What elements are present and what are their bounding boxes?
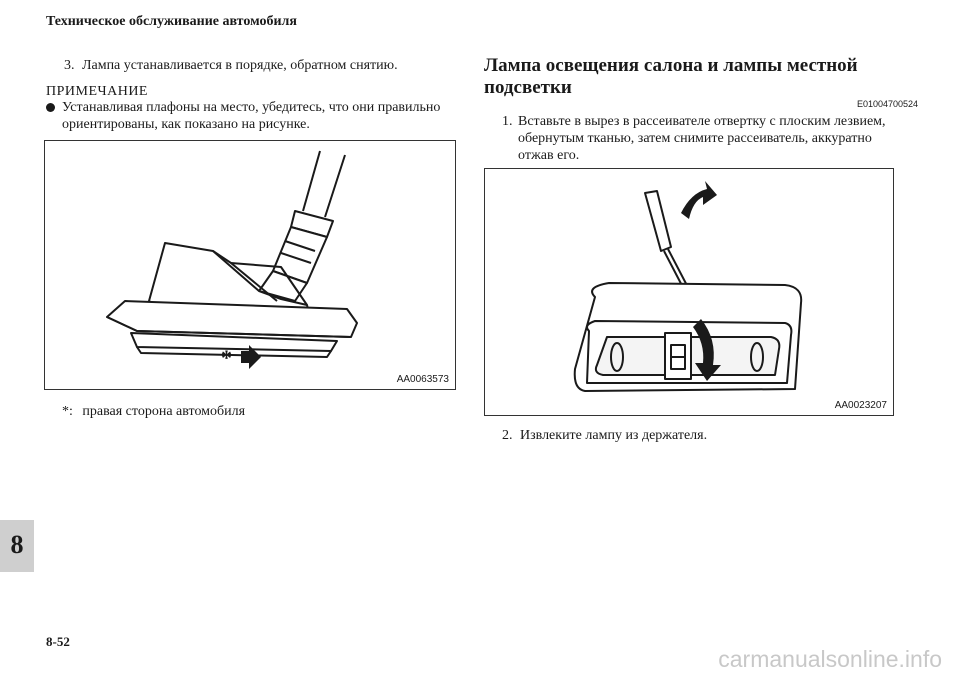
note-bullet bbox=[62, 99, 452, 133]
step-1-number: 1. bbox=[502, 114, 513, 129]
lamp-assembly-illustration bbox=[45, 141, 455, 389]
footnote-marker: *: bbox=[62, 404, 73, 419]
step-1-text: Вставьте в вырез в рассеивателе отвертку с плоским лезвием, обернутым тканью, затем снимите рассеиватель, аккуратно отжав его. bbox=[518, 114, 886, 163]
right-side-marker: * bbox=[221, 345, 232, 370]
bullet-dot-icon bbox=[46, 103, 55, 112]
step-2-text: Извлеките лампу из держателя. bbox=[520, 428, 708, 443]
step-1 bbox=[502, 113, 902, 164]
watermark: carmanualsonline.info bbox=[718, 646, 942, 672]
running-header: Техническое обслуживание автомобиля bbox=[46, 14, 297, 29]
step-3-number: 3. bbox=[64, 58, 75, 73]
figure-lamp-assembly bbox=[44, 140, 456, 390]
note-label: ПРИМЕЧАНИЕ bbox=[46, 84, 148, 99]
lift-arrow-icon bbox=[681, 181, 717, 219]
footnote-text: правая сторона автомобиля bbox=[82, 404, 246, 419]
figure-lens-removal bbox=[484, 168, 894, 416]
note-bullet-text: Устанавливая плафоны на место, убедитесь, что они правильно ориентированы, как показано на рисунке. bbox=[62, 100, 441, 132]
page-number: 8-52 bbox=[46, 634, 70, 649]
chapter-number: 8 bbox=[10, 530, 24, 559]
section-code: E01004700524 bbox=[856, 99, 918, 109]
step-3 bbox=[64, 57, 398, 74]
footnote bbox=[62, 403, 245, 420]
section-title: Лампа освещения салона и лампы местной подсветки bbox=[484, 55, 858, 98]
figure-code-right: AA0023207 bbox=[834, 400, 887, 411]
step-3-text: Лампа устанавливается в порядке, обратном снятию. bbox=[82, 58, 398, 73]
step-2 bbox=[502, 427, 707, 444]
lens-removal-illustration bbox=[485, 169, 893, 415]
figure-code-left: AA0063573 bbox=[396, 374, 449, 385]
step-2-number: 2. bbox=[502, 428, 513, 443]
